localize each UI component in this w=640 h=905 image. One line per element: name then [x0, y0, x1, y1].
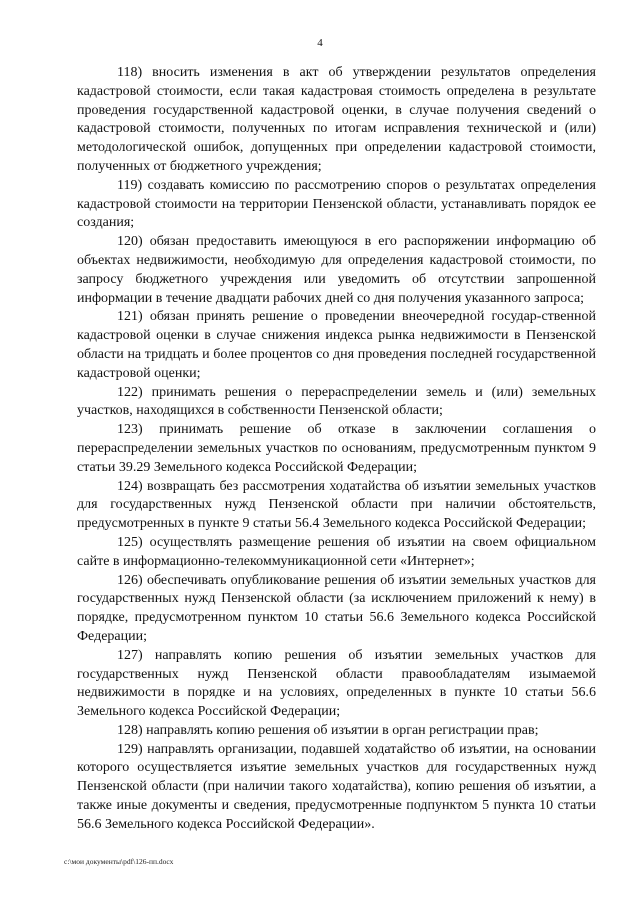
- paragraph-119: 119) создавать комиссию по рассмотрению споров о результатах определения кадастровой стоимости на территории Пензенской области, устанавливать порядок ее создания;: [77, 177, 596, 231]
- footer-file-path: c:\мои документы\pdf\126-пп.docx: [64, 857, 174, 866]
- paragraph-126: 126) обеспечивать опубликование решения об изъятии земельных участков для государственных нужд Пензенской области (за исключением приложений к нему) в порядке, предусмотренном пунктом 10 статьи 56.6 Земельного кодекса Российской Федерации;: [77, 572, 596, 644]
- paragraph-122: 122) принимать решения о перераспределении земель и (или) земельных участков, находящихся в собственности Пензенской области;: [77, 384, 596, 419]
- paragraph-125: 125) осуществлять размещение решения об изъятии на своем официальном сайте в информационно-телекоммуникационной сети «Интернет»;: [77, 534, 596, 569]
- paragraph-128: 128) направлять копию решения об изъятии в орган регистрации прав;: [117, 722, 539, 738]
- paragraph-118: 118) вносить изменения в акт об утверждении результатов определения кадастровой стоимости, если такая кадастровая стоимость определена в результате проведения государственной кадастровой оценки, в случае получения сведений о кадастровой стоимости, полученных по итогам исправления технической и (или) методологической ошибок, допущенных при определении кадастровой стоимости, полученных от бюджетного учреждения;: [77, 65, 596, 174]
- paragraph-120: 120) обязан предоставить имеющуюся в его распоряжении информацию об объектах недвижимости, необходимую для определения кадастровой стоимости, по запросу бюджетного учреждения или уведомить об отсутствии запрошенной информации в течение двадцати рабочих дней со дня получения указанного запроса;: [77, 234, 596, 306]
- paragraph-121: 121) обязан принять решение о проведении внеочередной государ-ственной кадастровой оценки в случае снижения индекса рынка недвижимости в Пензенской области на тридцать и более процентов со дня проведения последней государственной кадастровой оценки;: [77, 309, 596, 381]
- document-body: [77, 64, 596, 835]
- paragraph-124: 124) возвращать без рассмотрения ходатайства об изъятии земельных участков для государственных нужд Пензенской области при наличии обстоятельств, предусмотренных в пункте 9 статьи 56.4 Земельного кодекса Российской Федерации;: [77, 478, 596, 532]
- paragraph-127: 127) направлять копию решения об изъятии земельных участков для государственных нужд Пензенской области правообладателям изымаемой недвижимости в порядке и на условиях, определенных в пункте 10 статьи 56.6 Земельного кодекса Российской Федерации;: [77, 647, 596, 720]
- page-number: 4: [317, 37, 323, 49]
- paragraph-123: 123) принимать решение об отказе в заключении соглашения о перераспределении земельных участков по основаниям, предусмотренным пунктом 9 статьи 39.29 Земельного кодекса Российской Федерации;: [77, 422, 596, 475]
- paragraph-129: 129) направлять организации, подавшей ходатайство об изъятии, на основании которого осуществляется изъятие земельных участков для государственных нужд Пензенской области (при наличии такого ходатайства), копию решения об изъятии, а также иные документы и сведения, предусмотренные подпунктом 5 пункта 10 статьи 56.6 Земельного кодекса Российской Федерации».: [77, 741, 596, 832]
